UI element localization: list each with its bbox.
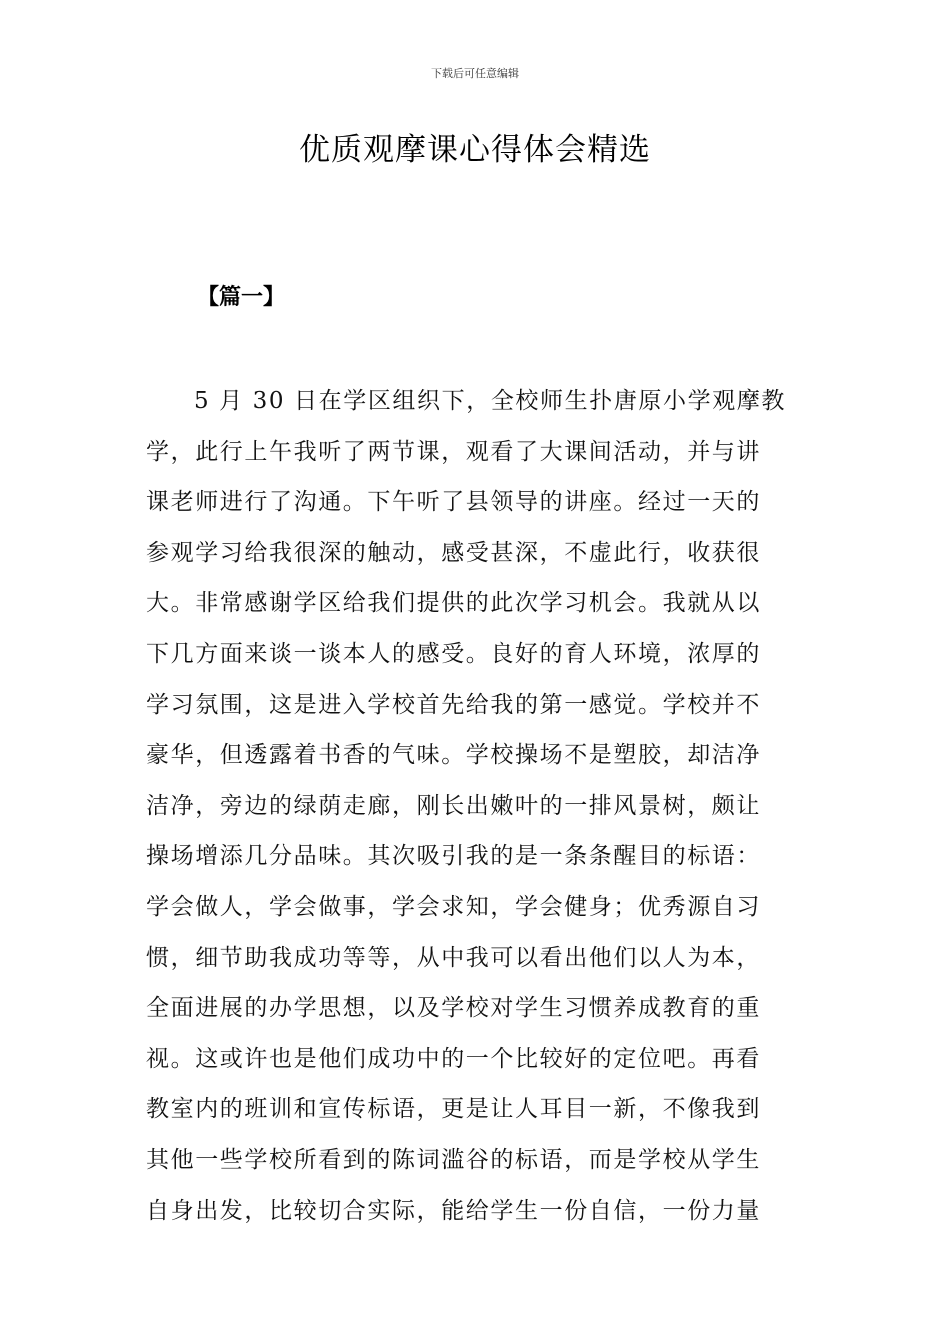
paragraph-line: 学习氛围，这是进入学校首先给我的第一感觉。学校并不: [146, 691, 761, 718]
document-title: 优质观摩课心得体会精选: [299, 132, 651, 168]
paragraph-line: 参观学习给我很深的触动，感受甚深，不虚此行，收获很: [146, 539, 761, 566]
paragraph-line: 洁净，旁边的绿荫走廊，刚长出嫩叶的一排风景树，颇让: [146, 792, 761, 819]
header-note: 下载后可任意编辑: [431, 67, 519, 80]
paragraph-line: 自身出发，比较切合实际，能给学生一份自信，一份力量: [146, 1197, 761, 1224]
paragraph-line: 全面进展的办学思想，以及学校对学生习惯养成教育的重: [146, 995, 761, 1022]
paragraph-line: 惯，细节助我成功等等，从中我可以看出他们以人为本，: [146, 944, 761, 971]
body-paragraph: [146, 376, 806, 1236]
paragraph-line: 5 月 30 日在学区组织下，全校师生扑唐原小学观摩教: [194, 388, 787, 414]
paragraph-line: 下几方面来谈一谈本人的感受。良好的育人环境，浓厚的: [146, 640, 761, 667]
paragraph-line: 其他一些学校所看到的陈词滥谷的标语，而是学校从学生: [146, 1146, 761, 1173]
paragraph-line: 操场增添几分品味。其次吸引我的是一条条醒目的标语：: [146, 843, 761, 870]
paragraph-line: 教室内的班训和宣传标语，更是让人耳目一新，不像我到: [146, 1096, 761, 1123]
paragraph-line: 视。这或许也是他们成功中的一个比较好的定位吧。再看: [146, 1045, 761, 1072]
paragraph-line: 学，此行上午我听了两节课，观看了大课间活动，并与讲: [146, 438, 761, 465]
section-heading: 【篇一】: [197, 285, 286, 310]
paragraph-line: 大。非常感谢学区给我们提供的此次学习机会。我就从以: [146, 590, 761, 617]
paragraph-line: 课老师进行了沟通。下午听了县领导的讲座。经过一天的: [146, 489, 761, 516]
paragraph-line: 学会做人，学会做事，学会求知，学会健身；优秀源自习: [146, 893, 761, 920]
paragraph-line: 豪华，但透露着书香的气味。学校操场不是塑胶，却洁净: [146, 742, 761, 769]
